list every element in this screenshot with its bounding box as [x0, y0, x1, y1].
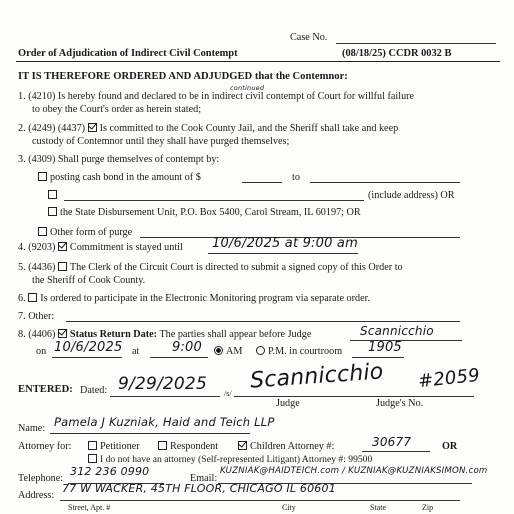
attorney-for-label: Attorney for:: [18, 441, 72, 452]
item-1-line-a: [18, 91, 414, 103]
judge-label: Judge: [276, 398, 300, 409]
include-address-label: (include address) OR: [368, 190, 455, 201]
address-label: Address:: [18, 490, 55, 501]
s-label: /s/: [224, 389, 232, 398]
item-1-text-b: indirect civil contempt of Court for willful failure: [211, 91, 415, 102]
continued-insert: continued: [230, 84, 265, 92]
state-label: State: [370, 503, 386, 512]
item-4-checkbox[interactable]: [58, 242, 67, 251]
pm-option[interactable]: [256, 346, 342, 358]
name-label: Name:: [18, 423, 46, 434]
stay-until-value: 10/6/2025 at 9:00 am: [212, 236, 358, 251]
item-2-line: [18, 123, 398, 135]
item-8-on-label: on: [36, 346, 47, 357]
return-time-value: 9:00: [172, 340, 202, 355]
address-line: [64, 200, 364, 201]
item-4-code: 4. (9203): [18, 242, 56, 253]
attorney-name-line: [50, 433, 250, 434]
item-5-code: 5. (4436): [18, 262, 56, 273]
item-8-at-label: at: [132, 346, 140, 357]
purge-option-cash: [38, 172, 201, 184]
item-2-num: 2.: [18, 123, 26, 134]
children-attorney-checkbox[interactable]: [238, 441, 247, 450]
no-attorney-checkbox[interactable]: [88, 454, 97, 463]
item-1-text: 1. (4210) Is hereby found and declared to be in: [18, 91, 210, 102]
other-purge-checkbox[interactable]: [38, 227, 47, 236]
email-label: Email:: [190, 473, 218, 484]
case-no-line: [336, 43, 496, 44]
intro-heading: IT IS THEREFORE ORDERED AND ADJUDGED that the Contemnor:: [18, 71, 348, 82]
item-1-line-c: to obey the Court's order as herein stated;: [32, 104, 202, 115]
purge-option-address: [48, 190, 60, 202]
header-rule: [16, 61, 500, 62]
form-code: (08/18/25) CCDR 0032 B: [342, 48, 452, 59]
zip-label: Zip: [422, 503, 434, 512]
entered-label: ENTERED:: [18, 384, 73, 395]
case-no-label: Case No.: [290, 32, 328, 43]
item-7-line: [66, 321, 460, 322]
item-8-code: 8. (4406): [18, 329, 56, 340]
petitioner-option[interactable]: [88, 441, 140, 453]
item-2-checkbox[interactable]: [88, 123, 97, 132]
cash-bond-label: posting cash bond in the amount of $: [50, 172, 201, 183]
dated-line: [110, 396, 220, 397]
respondent-label: Respondent: [170, 441, 219, 452]
item-4-text: Commitment is stayed until: [69, 242, 183, 253]
pm-radio[interactable]: [256, 346, 265, 355]
status-return-label: Status Return Date:: [69, 329, 158, 340]
cash-to-label: to: [292, 172, 300, 183]
return-date-value: 10/6/2025: [54, 340, 123, 355]
am-option[interactable]: [214, 346, 242, 358]
pm-label: P.M. in courtroom: [268, 346, 343, 357]
attorney-number-value: 30677: [372, 435, 412, 449]
item-2-text: Is committed to the Cook County Jail, and the Sheriff shall take and keep: [99, 123, 399, 134]
respondent-checkbox[interactable]: [158, 441, 167, 450]
city-label: City: [282, 503, 296, 512]
signature-line: [234, 396, 474, 397]
item-5-text: The Clerk of the Circuit Court is directed to submit a signed copy of this Order to: [69, 262, 403, 273]
item-7-label: 7. Other:: [18, 311, 55, 322]
or-label: OR: [442, 441, 458, 452]
sdu-checkbox[interactable]: [48, 207, 57, 216]
courtroom-value: 1905: [368, 340, 402, 355]
attorney-for-row: [18, 441, 71, 453]
telephone-value: 312 236 0990: [70, 465, 150, 478]
item-2-line-d: custody of Contemnor until they shall have purged themselves;: [32, 136, 290, 147]
address-line-rule: [60, 500, 460, 501]
return-time-line: [150, 357, 208, 358]
judge-number-handwritten: #2059: [417, 364, 481, 393]
item-6-text: Is ordered to participate in the Electronic Monitoring program via separate order.: [40, 293, 371, 304]
item-5-checkbox[interactable]: [58, 262, 67, 271]
return-date-line: [52, 357, 122, 358]
cash-bond-checkbox[interactable]: [38, 172, 47, 181]
item-6-line: [18, 293, 370, 305]
item-3-line: 3. (4309) Shall purge themselves of contempt by:: [18, 154, 220, 165]
attorney-number-line: [362, 451, 430, 452]
item-4-line: [18, 242, 183, 254]
dated-value: 9/29/2025: [118, 374, 207, 394]
email-value: KUZNIAK@HAIDTEICH.com / KUZNIAK@KUZNIAKSIMON.com: [220, 466, 488, 476]
item-2-codes: (4249) (4437): [28, 123, 86, 134]
address-value: 77 W WACKER, 45TH FLOOR, CHICAGO IL 60601: [62, 482, 336, 495]
dated-label: Dated:: [80, 385, 108, 396]
item-8-text: The parties shall appear before Judge: [159, 329, 312, 340]
street-label: Street, Apt. #: [68, 503, 111, 512]
other-purge-label: Other form of purge: [50, 227, 133, 238]
children-attorney-option[interactable]: [238, 441, 334, 453]
item-5-line-c: the Sheriff of Cook County.: [32, 275, 146, 286]
item-6-num: 6.: [18, 293, 26, 304]
petitioner-checkbox[interactable]: [88, 441, 97, 450]
am-radio[interactable]: [214, 346, 223, 355]
judge-name-value: Scannicchio: [360, 324, 434, 338]
respondent-option[interactable]: [158, 441, 218, 453]
purge-option-sdu: [48, 207, 361, 219]
cash-amount-line: [242, 182, 282, 183]
courtroom-line: [352, 357, 404, 358]
no-attorney-label: I do not have an attorney (Self-represented Litigant) Attorney #: 99500: [100, 454, 373, 465]
cash-to-line: [310, 182, 460, 183]
sdu-label: the State Disbursement Unit, P.O. Box 5400, Carol Stream, IL 60197; OR: [60, 207, 361, 218]
children-attorney-label: Children Attorney #:: [250, 441, 335, 452]
form-title: Order of Adjudication of Indirect Civil Contempt: [18, 48, 238, 59]
attorney-name-value: Pamela J Kuzniak, Haid and Teich LLP: [54, 415, 275, 429]
stay-until-line: [208, 253, 358, 254]
purge-option-other: [38, 227, 132, 239]
am-label: AM: [226, 346, 243, 357]
item-8-checkbox[interactable]: [58, 329, 67, 338]
address-checkbox[interactable]: [48, 190, 57, 199]
judge-signature: Scannicchio: [249, 359, 385, 394]
item-5-line: [18, 262, 403, 274]
petitioner-label: Petitioner: [100, 441, 140, 452]
telephone-label: Telephone:: [18, 473, 64, 484]
item-6-checkbox[interactable]: [28, 293, 37, 302]
judge-line: [350, 340, 462, 341]
judge-no-label: Judge's No.: [376, 398, 424, 409]
